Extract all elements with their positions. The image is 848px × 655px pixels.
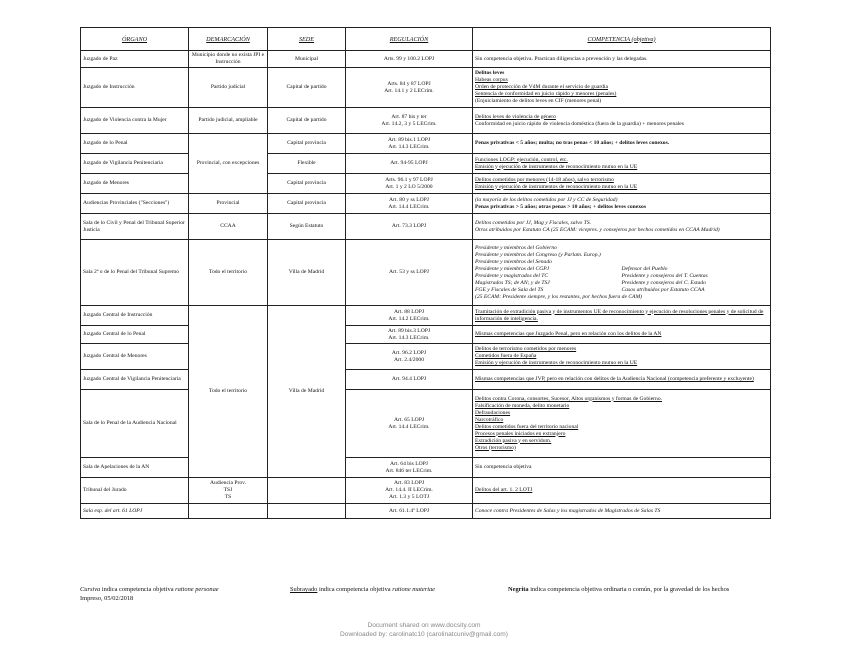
competencia-line: Delitos del art. 1. 2 LOTJ — [475, 487, 533, 493]
competencia-line: Penas privativas > 5 años; otras penas > 10 años; + delitos leves conexos — [475, 203, 647, 210]
legend-cursiva — [80, 586, 219, 593]
regulacion-cell — [346, 344, 473, 370]
competencia-line: FGE y Fiscales de Sala del TS — [475, 286, 544, 293]
organo-cell: Sala de Apelaciones de la AN — [81, 458, 189, 478]
regulacion-line: Arts. 84 y 87 LOPJ — [387, 80, 431, 87]
demarcacion-line: TS — [224, 494, 232, 500]
table-row — [81, 214, 771, 240]
competencia-line: Sin competencia objetiva. Practican diligencias a prevención y las delegadas. — [475, 55, 648, 62]
print-date-text: Impreso, 05/02/2018 — [80, 595, 134, 602]
table-row — [81, 390, 771, 458]
competencia-line: Delitos cometidos fuera del territorio nacional — [475, 423, 579, 430]
regulacion-cell — [346, 134, 473, 154]
competencia-line: Emisión y ejecución de instrumentos de reconocimiento mutuo en la UE — [475, 163, 638, 170]
competencia-cell — [473, 326, 771, 344]
regulacion-cell — [346, 458, 473, 478]
regulacion-cell — [346, 504, 473, 519]
competencia-cell — [473, 390, 771, 458]
competencia-line: Presidente y miembros del Gobierno — [475, 244, 557, 251]
demarcacion-cell: Provincial — [189, 194, 268, 214]
regulacion-cell — [346, 478, 473, 504]
demarcacion-text: Provincial, con excepciones — [196, 160, 260, 166]
regulacion-line: Art. 14.4 LECrim. — [388, 203, 430, 210]
competencia-line: Defensor del Pueblo — [621, 265, 668, 272]
footer-shared: Document shared on www.docsity.com — [367, 622, 481, 629]
regulacion-line: Art. 14.3 LECrim. — [388, 334, 430, 341]
organo-cell: Juzgado Central de lo Penal — [81, 326, 189, 344]
table-row — [81, 108, 771, 134]
demarcacion-cell: Todo el territorio — [189, 306, 268, 478]
competencia-line: (25 ECAM: Presidente siempre, y los restantes, por hechos fuera de CAM) — [475, 293, 643, 300]
competencia-line: Mismas competencias que Juzgado Penal, pero en relación con los delitos de la AN — [475, 331, 662, 337]
table-row — [81, 370, 771, 390]
table-row — [81, 478, 771, 504]
regulacion-line: Art. 88 LOPJ — [394, 308, 424, 315]
organo-cell: Juzgado de Violencia contra la Mujer — [81, 108, 189, 134]
regulacion-line: Art. 61.1.4º LOPJ — [388, 507, 430, 514]
competencia-line: Procesos penales iniciados en extranjero — [475, 430, 566, 437]
organo-cell: Sala 2ª o de lo Penal del Tribunal Supremo — [81, 240, 189, 306]
demarcacion-cell — [189, 134, 268, 194]
competencia-line — [622, 252, 769, 259]
organo-cell: Juzgado Central de Instrucción — [81, 306, 189, 326]
competencia-line: Orden de protección de VdM durante el servicio de guardia — [475, 84, 609, 90]
sede-cell: Flexible — [268, 154, 346, 174]
competencia-line: Funciones LOGP: ejecución, control, etc. — [475, 156, 568, 163]
regulacion-line: Art. 64 bis LOPJ — [390, 460, 428, 467]
competencia-cell — [473, 51, 771, 68]
competencia-pair — [475, 280, 768, 287]
table-row — [81, 68, 771, 108]
regulacion-line: Art. 83 LOPJ — [394, 480, 424, 486]
competencia-line: Delitos cometidos por menores (14-18 años), salvo terrorismo — [475, 176, 614, 183]
competencia-line: (Enjuiciamiento de delitos leves en CIF (menores penal) — [475, 98, 602, 104]
sede-cell — [268, 478, 346, 504]
sede-cell: Capital provincia — [268, 174, 346, 194]
competencia-pair — [475, 266, 768, 273]
competencia-cell — [473, 240, 771, 306]
sede-cell: Capital provincia — [268, 194, 346, 214]
competencia-line: Presidente y consejeros del C. Estado — [621, 279, 706, 286]
regulacion-cell — [346, 108, 473, 134]
competencia-line: Presidente y magistrados del TC — [475, 272, 549, 279]
competencia-cell — [473, 194, 771, 214]
competencia-line: Narcotráfico — [475, 416, 504, 423]
regulacion-line: Art. 80 y ss LOPJ — [389, 196, 429, 203]
regulacion-line: Arts. 99 y 100.2 LOPJ — [383, 55, 435, 62]
regulacion-line: Art. 53 y ss LOPJ — [389, 269, 429, 275]
legend-negrita-text: indica competencia objetiva ordinaria o común, por la gravedad de los hechos — [528, 586, 730, 593]
sede-cell: Villa de Madrid — [268, 240, 346, 306]
organo-cell: Juzgado de Vigilancia Penitenciaria — [81, 154, 189, 174]
regulacion-cell — [346, 390, 473, 458]
competencia-line: Conoce contra Presidentes de Salas y los magistrados de Magistrados de Salas TS — [475, 507, 661, 514]
competencia-line: Conformidad en juicio rápido de violencia doméstica (fuera de la guardia) + menores penales — [475, 120, 684, 127]
demarcacion-cell: Partido judicial, ampliable — [189, 108, 268, 134]
organo-cell: Juzgado de Paz — [81, 51, 189, 68]
competencia-pair — [475, 252, 768, 259]
competencia-line: Penas privativas < 5 años; multa; no tras penas < 10 años; + delitos leves conexos. — [475, 140, 670, 146]
regulacion-line: Art. 14.3 LECrim. — [388, 143, 430, 150]
competencia-line: Delitos contra Corona, consortes, Sucesor, Altos organismos y formas de Gobierno. — [475, 395, 663, 402]
competencia-line: Otros (terrorismo) — [475, 444, 516, 451]
legend-cursiva-text: indica competencia objetiva — [100, 586, 176, 593]
print-date — [80, 595, 133, 602]
organo-cell: Juzgado de Instrucción — [81, 68, 189, 108]
organo-cell: Juzgado Central de Vigilancia Penitenciaria — [81, 370, 189, 390]
competencia-cell — [473, 458, 771, 478]
table-row — [81, 344, 771, 370]
regulacion-cell — [346, 154, 473, 174]
demarcacion-line: TSJ — [223, 487, 233, 493]
demarcacion-cell — [189, 478, 268, 504]
table-row — [81, 154, 771, 174]
sede-cell: Villa de Madrid — [268, 306, 346, 478]
regulacion-line: Art. 846 ter LECrim. — [385, 467, 433, 474]
competencia-line: Presidente y miembros del Congreso (y Parlam. Europ.) — [475, 251, 601, 258]
competencia-line: Mismas competencias que JVP, pero en relación con delitos de la Audiencia Nacional (competencia preferente y excluyente) — [475, 376, 754, 382]
regulacion-cell — [346, 51, 473, 68]
demarcacion-cell: CCAA — [189, 214, 268, 240]
competencia-line: Otros atribuidos por Estatuto CA (25 ECAM: vicepres. y consejeros por hechos cometidos en CCAA Madrid) — [475, 226, 720, 233]
competencia-cell — [473, 306, 771, 326]
sede-cell: Capital de partido — [268, 68, 346, 108]
demarcacion-cell: Partido judicial — [189, 68, 268, 108]
regulacion-line: Arts. 96.1 y 97 LOPJ — [385, 176, 433, 183]
competencia-line: Delitos leves de violencia de género — [475, 113, 556, 120]
competencia-pair — [475, 259, 768, 266]
competencia-line: Defraudaciones — [475, 409, 511, 416]
table-row — [81, 458, 771, 478]
table-row — [81, 306, 771, 326]
regulacion-line: Art. 14.1 y 2 LECrim. — [384, 87, 434, 94]
competencia-cell — [473, 154, 771, 174]
header-demarcacion: DEMARCACIÓN — [189, 28, 268, 51]
competencia-line: Falsificación de moneda, delito monetario — [475, 402, 570, 409]
regulacion-line: Art. 96.2 LOPJ — [391, 349, 427, 356]
competencia-line: Magistrados TS; de AN; y de TSJ — [475, 279, 550, 286]
competencia-cell — [473, 68, 771, 108]
organo-cell: Sala de lo Civil y Penal del Tribunal Superior Justicia — [81, 214, 189, 240]
legend-subrayado-term: ratione materiae — [392, 586, 436, 593]
regulacion-cell — [346, 306, 473, 326]
competencia-line: Casos atribuidos por Estatuto CCAA — [621, 286, 705, 293]
footer-downloaded: Downloaded by: carolinatc10 (carolinatcuniv@gmail.com) — [340, 631, 508, 638]
regulacion-line: Art. 2.4/2000 — [394, 356, 424, 363]
demarcacion-cell — [189, 504, 268, 519]
header-competencia: COMPETENCIA (objetiva) — [473, 28, 771, 51]
competencia-line — [622, 245, 769, 252]
regulacion-line: Art. 89 bis.1 LOPJ — [387, 136, 431, 143]
sede-cell: Municipal — [268, 51, 346, 68]
competencia-pair — [475, 287, 768, 294]
competencia-line: Extradición pasiva y en servidum. — [475, 437, 552, 444]
competencia-pair — [475, 273, 768, 280]
header-sede: SEDE — [268, 28, 346, 51]
regulacion-line: Art. 94-95 LOPJ — [390, 160, 428, 166]
regulacion-line: Art. 14.4 LECrim. — [388, 423, 430, 430]
competencia-line: Presidente y miembros del Senado — [475, 258, 552, 265]
regulacion-line: Art. 65 LOPJ — [394, 416, 424, 423]
regulacion-cell — [346, 194, 473, 214]
competencia-pair — [475, 245, 768, 252]
sede-cell — [268, 504, 346, 519]
competencia-line: Presidente y miembros del CGPJ — [475, 265, 550, 272]
competencia-cell — [473, 174, 771, 194]
table-row — [81, 194, 771, 214]
header-regulacion: REGULACIÓN — [346, 28, 473, 51]
regulacion-cell — [346, 68, 473, 108]
organo-cell: Sala esp. del art. 61 LOPJ — [81, 504, 189, 519]
table-row — [81, 51, 771, 68]
regulacion-cell — [346, 240, 473, 306]
legend-negrita-word: Negrita — [508, 586, 529, 593]
header-organo: ÓRGANO — [81, 28, 189, 51]
regulacion-line: Art. 1 y 2 LO 5/2000 — [385, 183, 433, 190]
competencia-line: Presidente y consejeros del T. Cuentas — [621, 272, 708, 279]
organo-cell: Audiencias Provinciales ("Secciones") — [81, 194, 189, 214]
competencia-cell — [473, 370, 771, 390]
table-row — [81, 504, 771, 519]
regulacion-cell — [346, 326, 473, 344]
organo-cell: Tribunal del Jurado — [81, 478, 189, 504]
competencia-cell — [473, 344, 771, 370]
sede-cell: Según Estatuto — [268, 214, 346, 240]
regulacion-line: Art. 87 bis y ter — [391, 113, 427, 120]
regulacion-cell — [346, 174, 473, 194]
sede-cell: Capital provincia — [268, 134, 346, 154]
regulacion-line: Art. 89 bis.3 LOPJ — [387, 327, 431, 334]
organo-cell: Juzgado de lo Penal — [81, 134, 189, 154]
competencia-line: Cometidos fuera de España — [475, 353, 537, 359]
regulacion-cell — [346, 370, 473, 390]
regulacion-line: Art. 14.4. II LECrim. — [385, 487, 433, 493]
competencia-line: Sin competencia objetiva — [475, 464, 532, 470]
competencia-line: Delitos de terrorismo cometidos por menores — [475, 346, 577, 352]
competencia-cell — [473, 214, 771, 240]
competencia-line: (la mayoría de los delitos cometidos por JJ y CC de Seguridad) — [475, 196, 618, 203]
legend-cursiva-word: Cursiva — [80, 586, 101, 593]
competencia-line: Habeas corpus — [475, 77, 508, 83]
regulacion-line: Art. 14.2, 3 y 5 LECrim. — [381, 120, 437, 127]
demarcacion-line: Audiencia Prov. — [210, 480, 246, 486]
competencia-line: Emisión y ejecución de instrumentos de reconocimiento mutuo en la UE — [475, 183, 638, 190]
table-row — [81, 240, 771, 306]
table-row — [81, 134, 771, 154]
legend-subrayado — [290, 586, 435, 593]
regulacion-line: Art. 1.3 y 5 LOTJ — [388, 494, 430, 500]
legend-negrita — [508, 586, 729, 593]
competencia-line: Delitos leves — [475, 70, 505, 76]
competencia-cell — [473, 108, 771, 134]
competencia-line — [622, 259, 769, 266]
table-row — [81, 174, 771, 194]
table-row — [81, 326, 771, 344]
regulacion-line: Art. 94.4 LOPJ — [391, 376, 427, 382]
competencia-line: Emisión y ejecución de instrumentos de reconocimiento mutuo en la UE — [475, 360, 638, 366]
competencia-cell — [473, 504, 771, 519]
table-header-row — [81, 28, 771, 51]
competencia-cell — [473, 478, 771, 504]
competencia-line: Delitos cometidos por JJ, Mag y Fiscales, salvo TS. — [475, 219, 592, 226]
competencia-line: Tramitación de extradición pasiva y de instrumentos UE de reconocimiento y ejecución de resoluciones penales y de solicitud de información de inteligencia. — [475, 308, 764, 322]
demarcacion-cell: Municipio donde no exista JPI e Instrucción — [189, 51, 268, 68]
sede-cell: Capital de partido — [268, 108, 346, 134]
competence-table — [80, 27, 771, 519]
organo-cell: Juzgado Central de Menores — [81, 344, 189, 370]
regulacion-line: Art. 14.2 LECrim. — [388, 315, 430, 322]
organo-cell: Sala de lo Penal de la Audiencia Nacional — [81, 390, 189, 458]
competencia-cell — [473, 134, 771, 154]
organo-cell: Juzgado de Menores — [81, 174, 189, 194]
legend-subrayado-text: indica competencia objetiva — [317, 586, 393, 593]
legend-cursiva-term: ratione personae — [175, 586, 219, 593]
competencia-line: Sentencia de conformidad en juicio rápido y menores (penales) — [475, 91, 617, 97]
demarcacion-cell: Todo el territorio — [189, 240, 268, 306]
regulacion-cell — [346, 214, 473, 240]
legend-subrayado-word: Subrayado — [290, 586, 318, 593]
regulacion-line: Art. 73.3 LOPJ — [391, 223, 427, 229]
